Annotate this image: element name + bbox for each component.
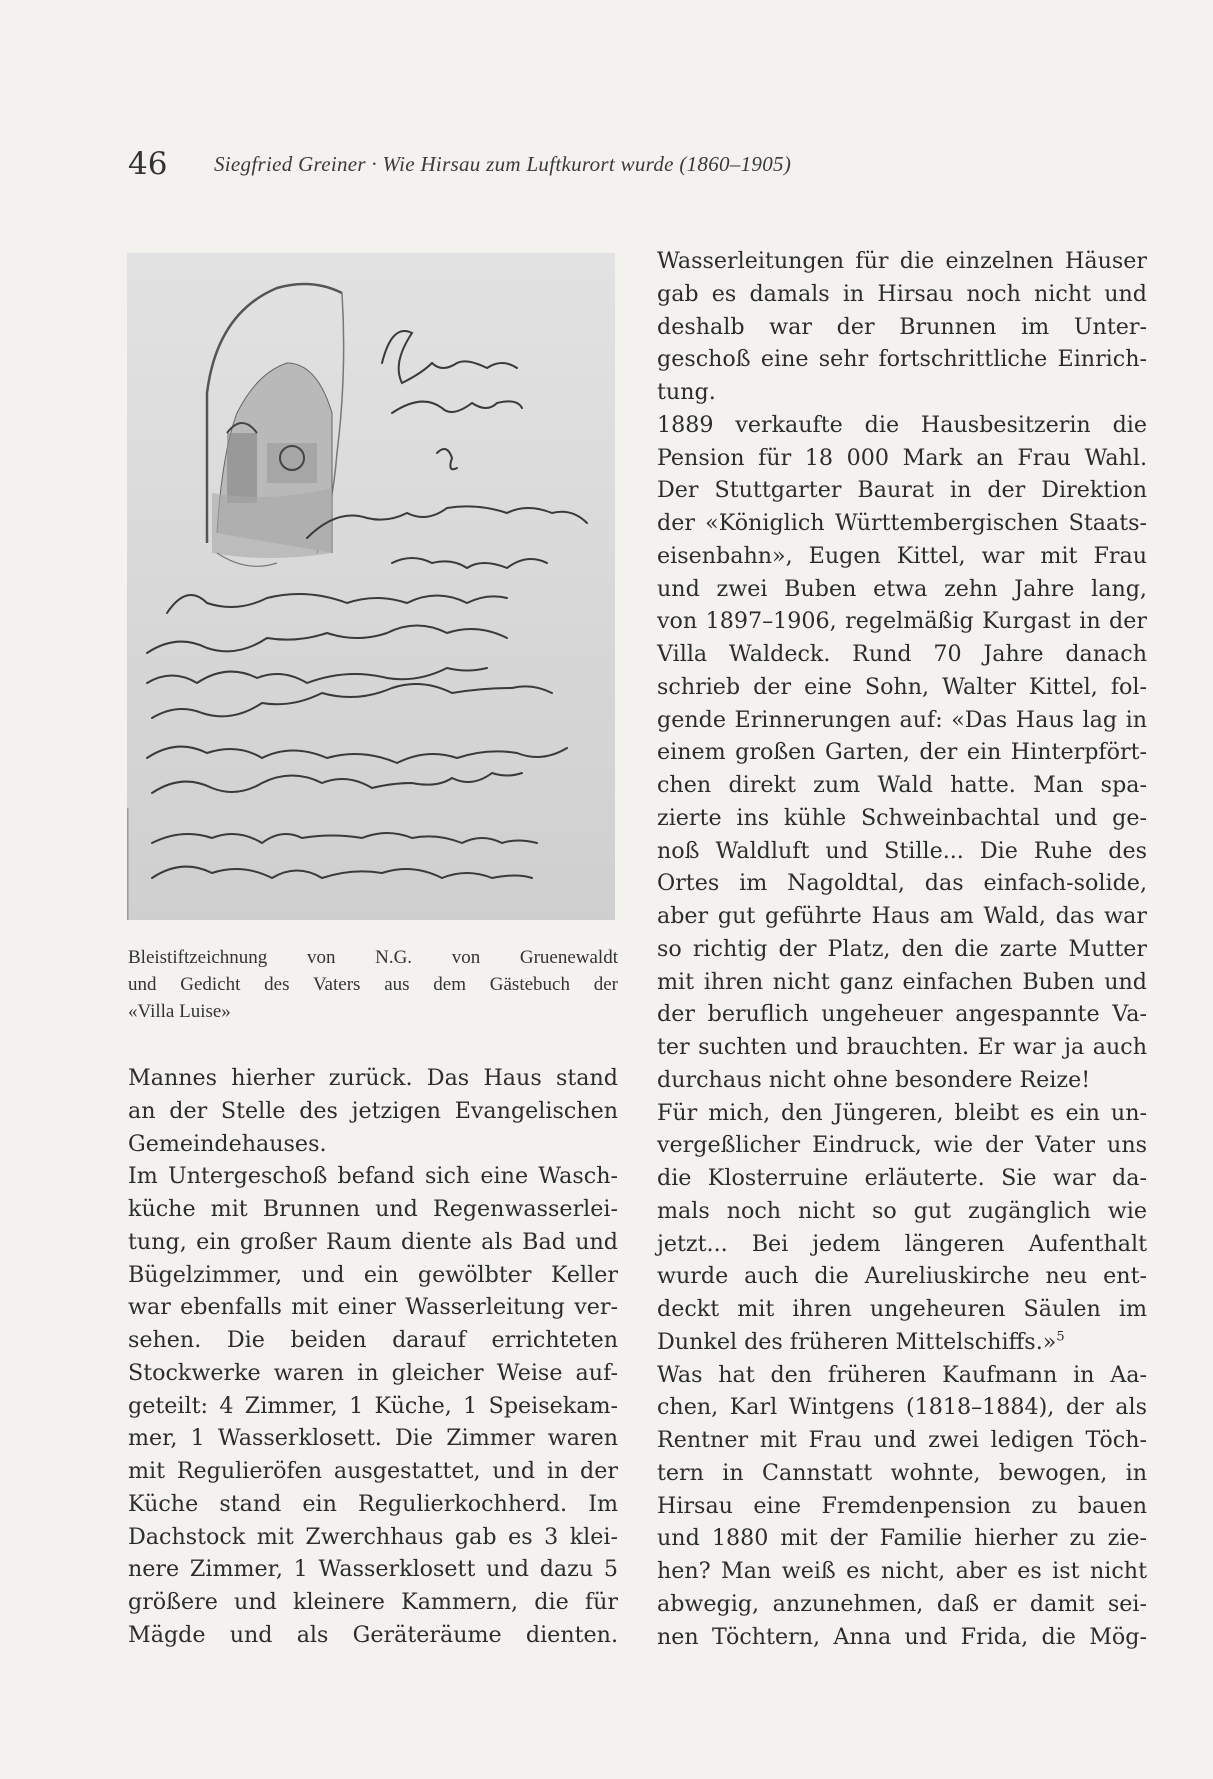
text-line: Gemeindehauses. bbox=[128, 1130, 327, 1157]
text-line: tern in Cannstatt wohnte, bewogen, in bbox=[657, 1459, 1147, 1486]
text-line: von 1897–1906, regelmäßig Kurgast in der bbox=[657, 608, 1147, 635]
caption-line: «Villa Luise» bbox=[128, 1001, 231, 1022]
text-line: deckt mit ihren ungeheuren Säulen im bbox=[657, 1296, 1147, 1322]
text-line: gende Erinnerungen auf: «Das Haus lag in bbox=[657, 706, 1147, 733]
text-line: Villa Waldeck. Rund 70 Jahre danach bbox=[657, 641, 1147, 667]
page-number: 46 bbox=[128, 146, 168, 182]
running-title: Siegfried Greiner · Wie Hirsau zum Luftkurort wurde (1860–1905) bbox=[214, 152, 792, 176]
text-line: chen direkt zum Wald hatte. Man spa- bbox=[657, 772, 1147, 798]
caption-line: Bleistiftzeichnung von N.G. von Gruenewaldt bbox=[128, 947, 618, 968]
footnote-ref[interactable]: 5 bbox=[1056, 1329, 1065, 1345]
text-line-with-footnote bbox=[657, 1326, 1147, 1359]
text-line: so richtig der Platz, den die zarte Mutter bbox=[657, 935, 1147, 962]
text-line: tung. bbox=[657, 379, 716, 405]
text-line: hen? Man weiß es nicht, aber es ist nicht bbox=[657, 1558, 1147, 1584]
text-line: Mägde und als Geräteräume dienten. bbox=[128, 1621, 618, 1648]
text-line: durchaus nicht ohne besondere Reize! bbox=[657, 1066, 1091, 1093]
text-line: an der Stelle des jetzigen Evangelischen bbox=[128, 1097, 618, 1124]
text-line: gab es damals in Hirsau noch nicht und bbox=[657, 280, 1147, 307]
text-line: abwegig, anzunehmen, daß er damit sei- bbox=[657, 1590, 1147, 1617]
text-line: die Klosterruine erläuterte. Sie war da- bbox=[657, 1165, 1147, 1191]
text-line: Der Stuttgarter Baurat in der Direktion bbox=[657, 477, 1147, 504]
text-line: der beruflich ungeheuer angespannte Va- bbox=[657, 1001, 1147, 1028]
text-line: jetzt... Bei jedem längeren Aufenthalt bbox=[657, 1230, 1147, 1257]
text-line: Im Untergeschoß befand sich eine Wasch- bbox=[128, 1163, 618, 1190]
text-line: größere und kleinere Kammern, die für bbox=[128, 1589, 618, 1615]
text-line: sehen. Die beiden darauf errichteten bbox=[128, 1327, 618, 1353]
text-line: geschoß eine sehr fortschrittliche Einrich- bbox=[657, 346, 1147, 373]
text-line: Was hat den früheren Kaufmann in Aa- bbox=[657, 1361, 1147, 1388]
text-line: Rentner mit Frau und zwei ledigen Töch- bbox=[657, 1427, 1147, 1453]
text-line: tung, ein großer Raum diente als Bad und bbox=[128, 1228, 618, 1255]
text-line: Wasserleitungen für die einzelnen Häuser bbox=[657, 248, 1147, 274]
text-line: einem großen Garten, der ein Hinterpfört- bbox=[657, 739, 1147, 766]
text-line: nen Töchtern, Anna und Frida, die Mög- bbox=[657, 1623, 1147, 1650]
text-line: vergeßlicher Eindruck, wie der Vater uns bbox=[657, 1132, 1147, 1159]
text-line: wurde auch die Aureliuskirche neu ent- bbox=[657, 1263, 1147, 1290]
text-line: Ortes im Nagoldtal, das einfach-solide, bbox=[657, 870, 1147, 897]
right-column bbox=[657, 245, 1147, 1653]
text-line: ter suchten und brauchten. Er war ja auch bbox=[657, 1034, 1147, 1060]
text-line: mals noch nicht so gut zugänglich wie bbox=[657, 1197, 1147, 1224]
caption-line: und Gedicht des Vaters aus dem Gästebuch der bbox=[128, 974, 618, 995]
text-line: Dunkel des früheren Mittelschiffs.» bbox=[657, 1328, 1057, 1355]
text-line: Hirsau eine Fremdenpension zu bauen bbox=[657, 1492, 1147, 1519]
text-line: 1889 verkaufte die Hausbesitzerin die bbox=[657, 411, 1147, 438]
text-line: Küche stand ein Regulierkochherd. Im bbox=[128, 1490, 618, 1517]
text-line: deshalb war der Brunnen im Unter- bbox=[657, 313, 1147, 340]
text-line: geteilt: 4 Zimmer, 1 Küche, 1 Speisekam- bbox=[128, 1392, 618, 1419]
text-line: schrieb der eine Sohn, Walter Kittel, fol- bbox=[657, 673, 1147, 700]
guestbook-figure bbox=[127, 253, 615, 920]
running-header bbox=[128, 146, 1088, 190]
text-line: zierte ins kühle Schweinbachtal und ge- bbox=[657, 804, 1147, 831]
text-line: der «Königlich Württembergischen Staats- bbox=[657, 510, 1147, 536]
text-line: und 1880 mit der Familie hierher zu zie- bbox=[657, 1525, 1147, 1552]
text-line: Bügelzimmer, und ein gewölbter Keller bbox=[128, 1261, 618, 1288]
text-line: mit Regulieröfen ausgestattet, und in der bbox=[128, 1458, 618, 1484]
text-line: mit ihren nicht ganz einfachen Buben und bbox=[657, 968, 1147, 995]
figure-caption bbox=[128, 944, 618, 1025]
text-line: nere Zimmer, 1 Wasserklosett und dazu 5 bbox=[128, 1556, 618, 1583]
text-line: noß Waldluft und Stille... Die Ruhe des bbox=[657, 837, 1147, 864]
text-line: Mannes hierher zurück. Das Haus stand bbox=[128, 1065, 618, 1091]
text-line: Pension für 18 000 Mark an Frau Wahl. bbox=[657, 444, 1147, 471]
text-line: chen, Karl Wintgens (1818–1884), der als bbox=[657, 1394, 1147, 1421]
text-line: Stockwerke waren in gleicher Weise auf- bbox=[128, 1359, 618, 1386]
text-line: eisenbahn», Eugen Kittel, war mit Frau bbox=[657, 542, 1147, 569]
left-column bbox=[128, 1062, 618, 1652]
pencil-drawing-and-handwritten-poem-icon bbox=[127, 253, 615, 920]
text-line: mer, 1 Wasserklosett. Die Zimmer waren bbox=[128, 1425, 618, 1452]
text-line: Für mich, den Jüngeren, bleibt es ein un- bbox=[657, 1099, 1147, 1126]
text-line: aber gut geführte Haus am Wald, das war bbox=[657, 903, 1147, 929]
text-line: küche mit Brunnen und Regenwasserlei- bbox=[128, 1196, 618, 1222]
text-line: Dachstock mit Zwerchhaus gab es 3 klei- bbox=[128, 1523, 618, 1550]
text-line: und zwei Buben etwa zehn Jahre lang, bbox=[657, 575, 1147, 602]
text-line: war ebenfalls mit einer Wasserleitung ver- bbox=[128, 1294, 618, 1321]
